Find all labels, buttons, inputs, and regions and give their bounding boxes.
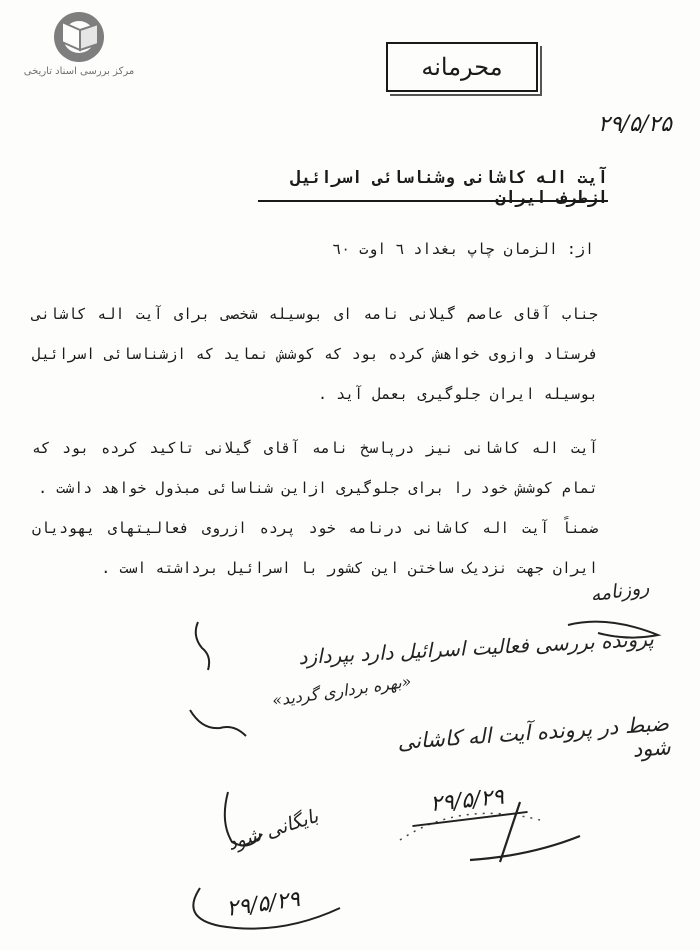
margin-scribble-left [196,622,209,670]
paragraph-3: ضمناً آیت اله کاشانی درنامه خود پرده ازروی فعالیتهای یهودیان ایران جهت نزدیک ساختن این کشور با اسرائیل برداشته است . [32,519,598,577]
document-title: آیت اله کاشانی وشناسائی اسرائیل ازطرف ایران [290,168,608,208]
handwritten-note-file: ضبط در پرونده آیت اله کاشانی شود [396,711,672,762]
top-date: ۲۹/۵/۲۵ [598,112,672,137]
source-line: از: الزمان چاپ بغداد ٦ اوت ٦٠ [332,240,594,258]
logo-caption: مرکز بررسی اسناد تاریخی [23,66,135,77]
handwritten-note-main: پرونده بررسی فعالیت اسرائیل دارد بپردازد [297,626,655,670]
handwritten-note-top: روزنامه [589,576,651,607]
bottom-date: ۲۹/۵/۲۹ [224,886,302,922]
handwritten-note-lower: بایگانی شود [224,805,321,856]
stamp-text: محرمانه [421,53,503,81]
handwritten-note-secondary: «بهره برداری گردید» [270,671,413,710]
signature-date: ۲۹/۵/۲۹ [429,784,506,818]
paragraph-2: آیت اله کاشانی نیز درپاسخ نامه آقای گیلانی تاکید کرده بود که تمام کوشش خود را برای جلوگیری ازاین شناسائی مبذول خواهد داشت . [32,439,598,497]
paragraph-1: جناب آقای عاصم گیلانی نامه ای بوسیله شخصی برای آیت اله کاشانی فرستاد وازوی خواهش کرده بود که کوشش نماید که ازشناسائی اسرائیل بوسیله ایران جلوگیری بعمل آید . [32,305,598,403]
